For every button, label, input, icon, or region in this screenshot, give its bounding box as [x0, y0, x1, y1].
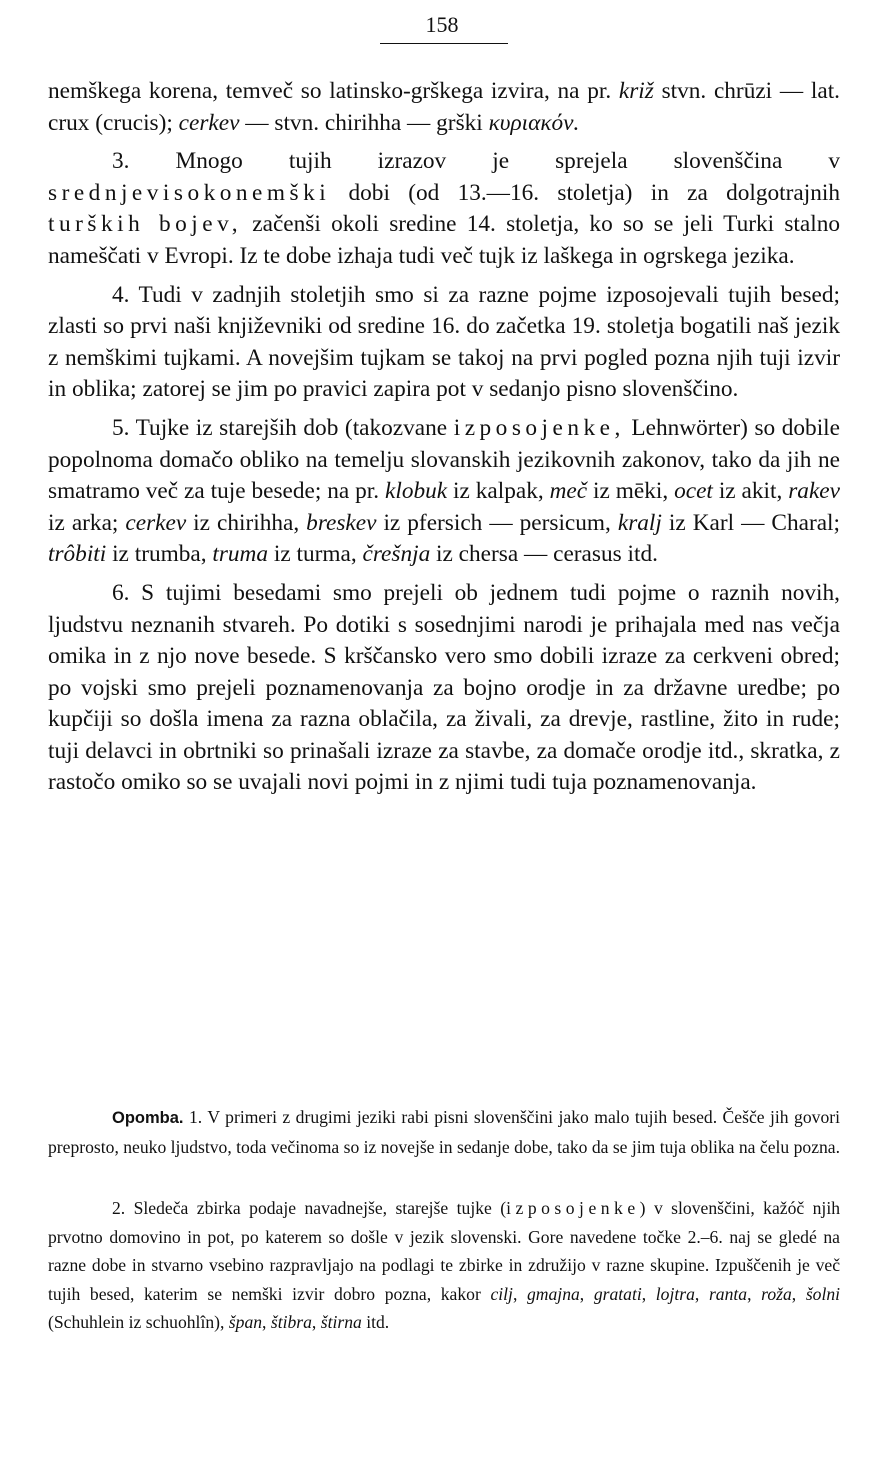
italic-term: lojtra: [655, 1283, 695, 1304]
text-run: ,: [641, 1283, 656, 1304]
italic-term: ranta: [708, 1283, 748, 1304]
text-run: stvn. chrūzi — lat. crux (crucis);: [48, 78, 841, 136]
text-run: iz chersa — cerasus itd.: [430, 541, 658, 568]
italic-term: cerkev: [178, 109, 240, 136]
paragraph-3: [48, 146, 840, 272]
italic-term: rakev: [788, 478, 840, 505]
text-run: iz chirihha,: [186, 509, 307, 536]
paragraph-continuation: [48, 76, 840, 139]
text-run: ,: [694, 1283, 709, 1304]
italic-term: cerkev: [125, 509, 187, 536]
page-number: 158: [425, 12, 459, 37]
text-run: dobi (od 13.—16. stoletja) in za dolgotrajnih: [330, 179, 840, 206]
note-label: Opomba.: [112, 1109, 184, 1127]
text-run: ,: [791, 1283, 806, 1304]
text-run: iz mēki,: [587, 478, 675, 505]
text-run: iz trumba,: [106, 541, 213, 568]
text-run: 1. V primeri z drugimi jeziki rabi pisni slovenščini jako malo tujih besed. Češče jih govori preprosto, neuko ljudstvo, toda večinoma so iz novejše in sedanje dobe, tako da se jim tuja oblika na čelu pozna.: [48, 1107, 841, 1157]
text-run: iz turma,: [268, 541, 363, 568]
italic-term: truma: [212, 541, 269, 568]
italic-term: križ: [618, 78, 654, 104]
italic-term: roža: [761, 1283, 792, 1304]
text-run: ,: [311, 1312, 321, 1332]
text-run: iz kalpak,: [447, 478, 550, 505]
text-run: iz akit,: [712, 478, 789, 505]
paragraph-5: [48, 413, 840, 571]
text-run: iz Karl — Charal;: [661, 509, 840, 536]
main-text: [48, 76, 840, 799]
text-run: začenši okoli sredine 14. stoletja, ko so se jeli Turki stalno nameščati v Evropi. Iz te dobe izhaja tudi več tujk iz laškega in ogrskega jezika.: [48, 211, 840, 269]
footnote-2: [48, 1194, 840, 1337]
spaced-term: srednjevisokonemški: [48, 179, 331, 206]
text-run: 4. Tudi v zadnjih stoletjih smo si za razne pojme izposojevali tujih besed; zlasti so prvi naši književniki od sredine 16. do začetka 19. stoletja bogatili naš jezik z nemškimi tujkami. A novejšim tujkam se takoj na prvi pogled pozna njih tuji izvir in oblika; zatorej se jim po pravici zapira pot v sedanjo pisno slovenščino.: [48, 281, 840, 403]
spaced-term: turških bojev,: [48, 211, 243, 238]
spaced-term: izposojenke,: [453, 414, 625, 441]
italic-term: meč: [549, 478, 588, 505]
text-run: ,: [579, 1283, 594, 1304]
italic-term: gmajna: [527, 1283, 580, 1304]
italic-term: špan: [228, 1312, 263, 1332]
italic-term: gratati: [593, 1283, 642, 1304]
italic-term: štirna: [320, 1312, 362, 1332]
spaced-term: izposojenke: [506, 1198, 640, 1218]
text-run: — stvn. chirihha — grški: [239, 109, 489, 136]
paragraph-6: [48, 578, 840, 799]
text-run: 6. S tujimi besedami smo prejeli ob jednem tudi pojme o raznih novih, ljudstvu neznanih stvareh. Po dotiki s sosednjimi narodi je prihajala med nas večja omika in z njo nove besede. S krščansko vero smo dobili izraze za cerkveni obred; po vojski smo prejeli poznamenovanja za bojno orodje in za državne uredbe; po kupčiji so došla imena za razna oblačila, za živali, za drevje, rastline, žito in rude; tuji delavci in obrtniki so prinašali izraze za stavbe, za domače orodje itd., skratka, z rastočo omiko so se uvajali novi pojmi in z njimi tudi tuja poznamenovanja.: [48, 579, 840, 796]
italic-term: cilj: [490, 1283, 513, 1304]
italic-term: štibra: [270, 1312, 312, 1332]
header-rule: [380, 43, 508, 44]
footnote-1: [48, 1103, 840, 1161]
italic-term: breskev: [306, 509, 377, 536]
footnote-paragraph: [48, 1194, 840, 1337]
italic-term: trôbiti: [48, 541, 107, 568]
italic-term: klobuk: [385, 478, 448, 505]
text-run: ,: [262, 1312, 271, 1332]
italic-term: kralj: [617, 509, 662, 536]
greek-term: κυριακόν.: [488, 109, 580, 136]
text-run: itd.: [361, 1312, 390, 1332]
paragraph-4: [48, 280, 840, 406]
text-run: iz arka;: [48, 509, 126, 536]
italic-term: šolni: [805, 1283, 841, 1304]
text-run: ,: [512, 1283, 527, 1304]
footnote-paragraph: [48, 1103, 840, 1161]
text-run: ) v slovenščini, kažóč njih prvotno domovino in pot, po katerem so došle v jezik slovenski. Gore navedene točke 2.–6. naj se gledé na razne dobe in stvarno vsebino razpravljajo na podlagi te zbirke in združijo v razne skupine. Izpuščenih je več tujih besed, katerim se nemški izvir dobro pozna, kakor: [48, 1198, 840, 1304]
text-run: (Schuhlein iz schuohlîn),: [48, 1312, 229, 1332]
text-run: 5. Tujke iz starejših dob (takozvane: [112, 414, 454, 441]
text-run: nemškega korena, temveč so latinsko-grškega izvira, na pr.: [48, 78, 619, 104]
text-run: 2. Sledeča zbirka podaje navadnejše, starejše tujke (: [112, 1198, 507, 1218]
text-run: ,: [747, 1283, 762, 1304]
italic-term: črešnja: [362, 541, 431, 568]
text-run: iz pfersich — persicum,: [376, 509, 618, 536]
text-run: 3. Mnogo tujih izrazov je sprejela slovenščina v: [112, 148, 840, 175]
text-run: Lehnwörter) so dobile popolnoma domačo obliko na temelju slovanskih jezikovnih zakonov, tako da jih ne smatramo več za tuje besede; na pr.: [48, 414, 840, 505]
italic-term: ocet: [674, 478, 713, 505]
